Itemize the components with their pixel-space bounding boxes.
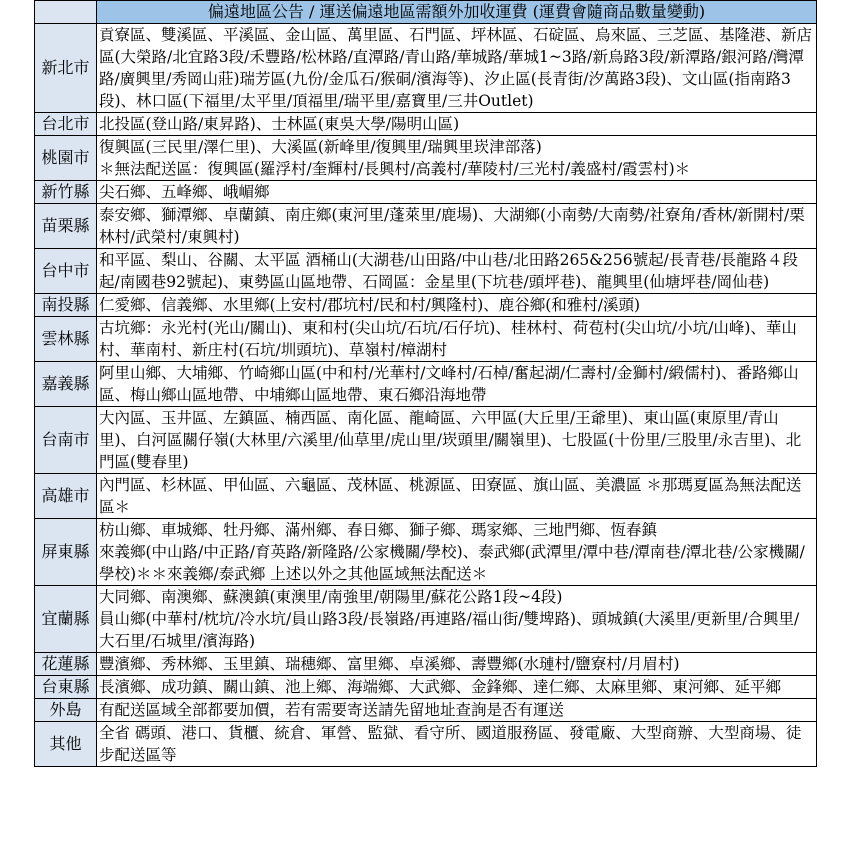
region-name-cell: 宜蘭縣 <box>35 586 97 653</box>
region-name-cell: 雲林縣 <box>35 317 97 362</box>
region-name-cell: 台北市 <box>35 113 97 136</box>
region-name-cell: 苗栗縣 <box>35 204 97 249</box>
region-name-cell: 嘉義縣 <box>35 362 97 407</box>
region-name-cell: 台中市 <box>35 249 97 294</box>
remote-areas-cell: 全省 碼頭、港口、貨櫃、統倉、軍營、監獄、看守所、國道服務區、發電廠、大型商辦、大型商場、徒步配送區等 <box>97 722 817 767</box>
region-name-cell: 花蓮縣 <box>35 653 97 676</box>
remote-areas-cell: 泰安鄉、獅潭鄉、卓蘭鎮、南庄鄉(東河里/蓬萊里/鹿場)、大湖鄉(小南勢/大南勢/社寮角/香林/新開村/栗林村/武榮村/東興村) <box>97 204 817 249</box>
table-row <box>35 653 817 676</box>
table-row <box>35 676 817 699</box>
table-row <box>35 317 817 362</box>
remote-areas-cell: 有配送區域全部都要加價，若有需要寄送請先留地址查詢是否有運送 <box>97 699 817 722</box>
remote-areas-cell: 仁愛鄉、信義鄉、水里鄉(上安村/郡坑村/民和村/興隆村)、鹿谷鄉(和雅村/溪頭) <box>97 294 817 317</box>
region-name-cell: 桃園市 <box>35 136 97 181</box>
table-row <box>35 181 817 204</box>
remote-areas-cell: 枋山鄉、車城鄉、牡丹鄉、滿州鄉、春日鄉、獅子鄉、瑪家鄉、三地門鄉、恆春鎮 來義鄉(中山路/中正路/育英路/新隆路/公家機關/學校)、泰武鄉(武潭里/潭中巷/潭南巷/潭北巷/公家機關/學校)＊＊來義鄉/泰武鄉 上述以外之其他區域無法配送＊ <box>97 519 817 586</box>
remote-areas-cell: 阿里山鄉、大埔鄉、竹崎鄉山區(中和村/光華村/文峰村/石棹/奮起湖/仁壽村/金獅村/緞儒村)、番路鄉山區、梅山鄉山區地帶、中埔鄉山區地帶、東石鄉沿海地帶 <box>97 362 817 407</box>
table-row <box>35 249 817 294</box>
table-row <box>35 474 817 519</box>
remote-areas-cell: 內門區、杉林區、甲仙區、六龜區、茂林區、桃源區、田寮區、旗山區、美濃區 ＊那瑪夏區為無法配送區＊ <box>97 474 817 519</box>
remote-areas-cell: 大內區、玉井區、左鎮區、楠西區、南化區、龍崎區、六甲區(大丘里/王爺里)、東山區(東原里/青山里)、白河區關仔嶺(大林里/六溪里/仙草里/虎山里/崁頭里/關嶺里)、七股區(十份里/三股里/永吉里)、北門區(雙春里) <box>97 407 817 474</box>
table-row <box>35 362 817 407</box>
table-row <box>35 294 817 317</box>
region-name-cell: 屏東縣 <box>35 519 97 586</box>
remote-areas-cell: 和平區、梨山、谷關、太平區 酒桶山(大湖巷/山田路/中山巷/北田路265&256號起/長青巷/長龍路４段起/南國巷92號起)、東勢區山區地帶、石岡區：金星里(下坑巷/頭坪巷)、龍興里(仙塘坪巷/岡仙巷) <box>97 249 817 294</box>
header-corner-cell <box>35 1 97 24</box>
region-name-cell: 其他 <box>35 722 97 767</box>
remote-areas-cell: 古坑鄉：永光村(光山/關山)、東和村(尖山坑/石坑/石仔坑)、桂林村、荷苞村(尖山坑/小坑/山峰)、華山村、華南村、新庄村(石坑/圳頭坑)、草嶺村/樟湖村 <box>97 317 817 362</box>
region-name-cell: 南投縣 <box>35 294 97 317</box>
table-row <box>35 519 817 586</box>
table-row <box>35 136 817 181</box>
remote-areas-cell: 豐濱鄉、秀林鄉、玉里鎮、瑞穗鄉、富里鄉、卓溪鄉、壽豐鄉(水璉村/鹽寮村/月眉村) <box>97 653 817 676</box>
table-row <box>35 586 817 653</box>
remote-area-table <box>34 0 817 767</box>
remote-areas-cell: 復興區(三民里/澤仁里)、大溪區(新峰里/復興里/瑞興里崁津部落) ＊無法配送區：復興區(羅浮村/奎輝村/長興村/高義村/華陵村/三光村/義盛村/霞雲村)＊ <box>97 136 817 181</box>
remote-areas-cell: 北投區(登山路/東昇路)、士林區(東吳大學/陽明山區) <box>97 113 817 136</box>
table-row <box>35 24 817 113</box>
table-row <box>35 204 817 249</box>
remote-areas-cell: 大同鄉、南澳鄉、蘇澳鎮(東澳里/南強里/朝陽里/蘇花公路1段~4段) 員山鄉(中華村/枕坑/冷水坑/員山路3段/長嶺路/再連路/福山街/雙埤路)、頭城鎮(大溪里/更新里/合興里/大石里/石城里/濱海路) <box>97 586 817 653</box>
region-name-cell: 台南市 <box>35 407 97 474</box>
region-name-cell: 台東縣 <box>35 676 97 699</box>
table-row <box>35 699 817 722</box>
table-body <box>35 24 817 767</box>
table-row <box>35 407 817 474</box>
remote-areas-cell: 尖石鄉、五峰鄉、峨嵋鄉 <box>97 181 817 204</box>
remote-areas-cell: 長濱鄉、成功鎮、關山鎮、池上鄉、海端鄉、大武鄉、金鋒鄉、達仁鄉、太麻里鄉、東河鄉、延平鄉 <box>97 676 817 699</box>
table-row <box>35 113 817 136</box>
region-name-cell: 外島 <box>35 699 97 722</box>
table-header-row <box>35 1 817 24</box>
region-name-cell: 新北市 <box>35 24 97 113</box>
region-name-cell: 新竹縣 <box>35 181 97 204</box>
table-row <box>35 722 817 767</box>
remote-areas-cell: 貢寮區、雙溪區、平溪區、金山區、萬里區、石門區、坪林區、石碇區、烏來區、三芝區、基隆港、新店區(大榮路/北宜路3段/禾豐路/松林路/直潭路/青山路/華城路/華城1~3路/新烏路3段/新潭路/銀河路/灣潭路/廣興里/秀岡山莊)瑞芳區(九份/金瓜石/猴硐/濱海等)、汐止區(長青街/汐萬路3段)、文山區(指南路3段)、林口區(下福里/太平里/頂福里/瑞平里/嘉寶里/三井Outlet) <box>97 24 817 113</box>
table-title: 偏遠地區公告 / 運送偏遠地區需額外加收運費 (運費會隨商品數量變動) <box>97 1 817 24</box>
region-name-cell: 高雄市 <box>35 474 97 519</box>
